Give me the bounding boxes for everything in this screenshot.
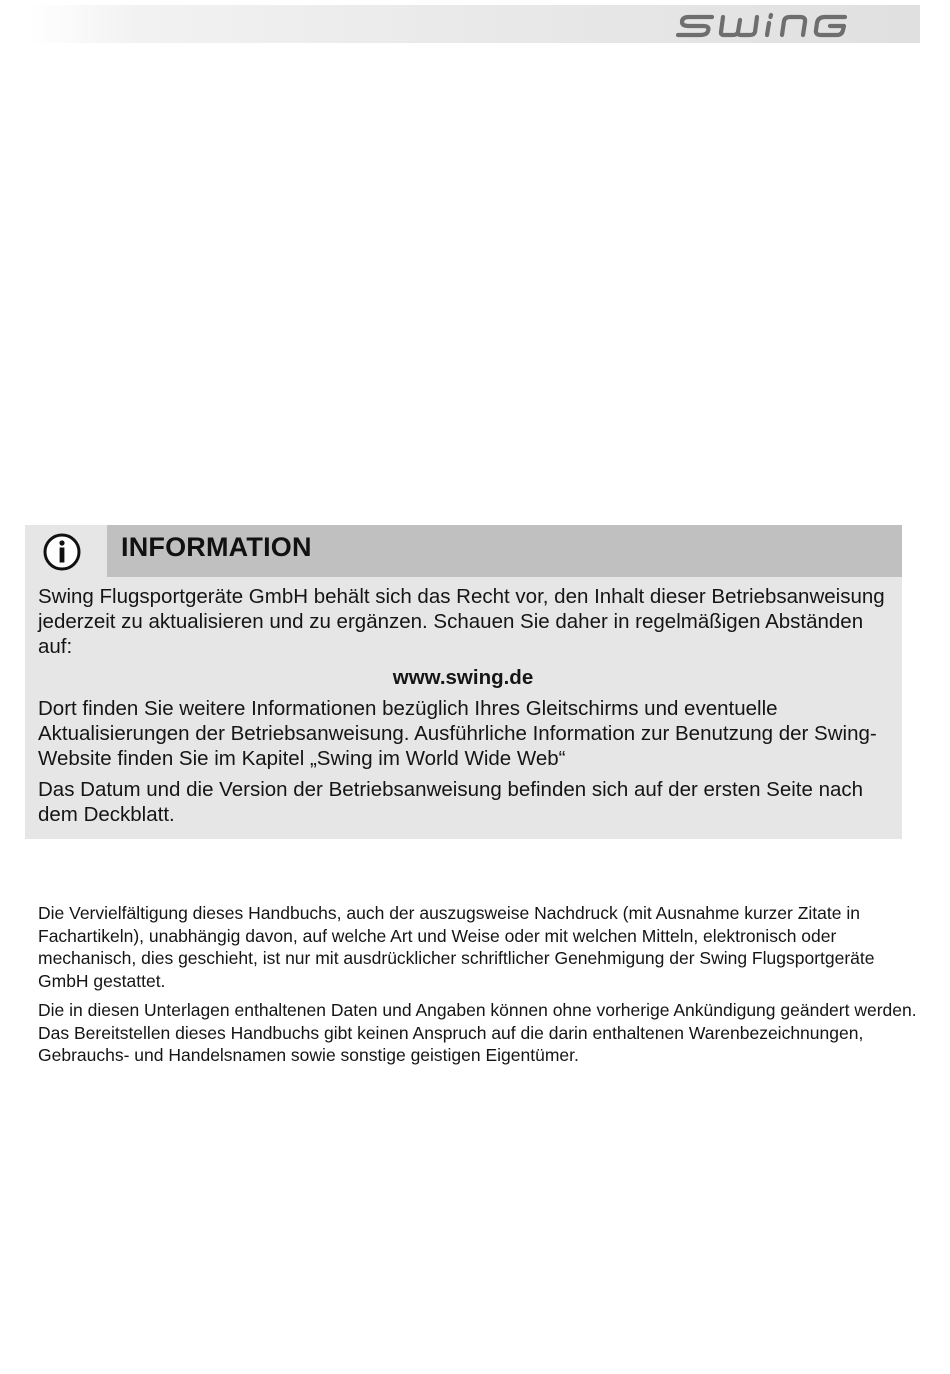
legal-paragraph-2: Die in diesen Unterlagen enthaltenen Daten und Angaben können ohne vorherige Ankündigung geändert werden. Das Bereitstellen dieses Handbuchs gibt keinen Anspruch auf die darin enthaltenen Warenbezeichnungen, Gebrauchs- und Handelsnamen sowie sonstige geistigen Eigentümer. [38,1000,917,1065]
information-header [25,525,902,577]
website-link[interactable]: www.swing.de [392,666,534,689]
legal-paragraph-1: Die Vervielfältigung dieses Handbuchs, auch der auszugsweise Nachdruck (mit Ausnahme kurzer Zitate in Fachartikeln), unabhängig davon, auf welche Art und Weise oder mit welchen Mitteln, elektronisch oder mechanisch, dies geschieht, ist nur mit ausdrücklicher schriftlicher Genehmigung der Swing Flugsportgeräte GmbH gestattet. [38,903,875,991]
swing-logo [675,7,870,41]
information-paragraph-2: Dort finden Sie weitere Informationen bezüglich Ihres Gleitschirms und eventuelle Aktualisierungen der Betriebsanweisung. Ausführliche Information zur Benutzung der Swing-Website finden Sie im Kapitel „Swing im World Wide Web“ [38,697,877,770]
information-title-cell [107,525,902,577]
information-paragraph-1: Swing Flugsportgeräte GmbH behält sich das Recht vor, den Inhalt dieser Betriebsanweisung jederzeit zu aktualisieren und zu ergänzen. Schauen Sie daher in regelmäßigen Abständen auf: [38,585,885,658]
information-body [38,584,888,833]
information-icon-cell [25,525,107,577]
info-circle-icon [42,532,82,572]
page-header [30,5,920,43]
information-title: INFORMATION [121,532,312,562]
information-paragraph-3: Das Datum und die Version der Betriebsanweisung befinden sich auf der ersten Seite nach dem Deckblatt. [38,778,864,826]
information-box [25,525,902,839]
legal-notice [38,902,918,1074]
